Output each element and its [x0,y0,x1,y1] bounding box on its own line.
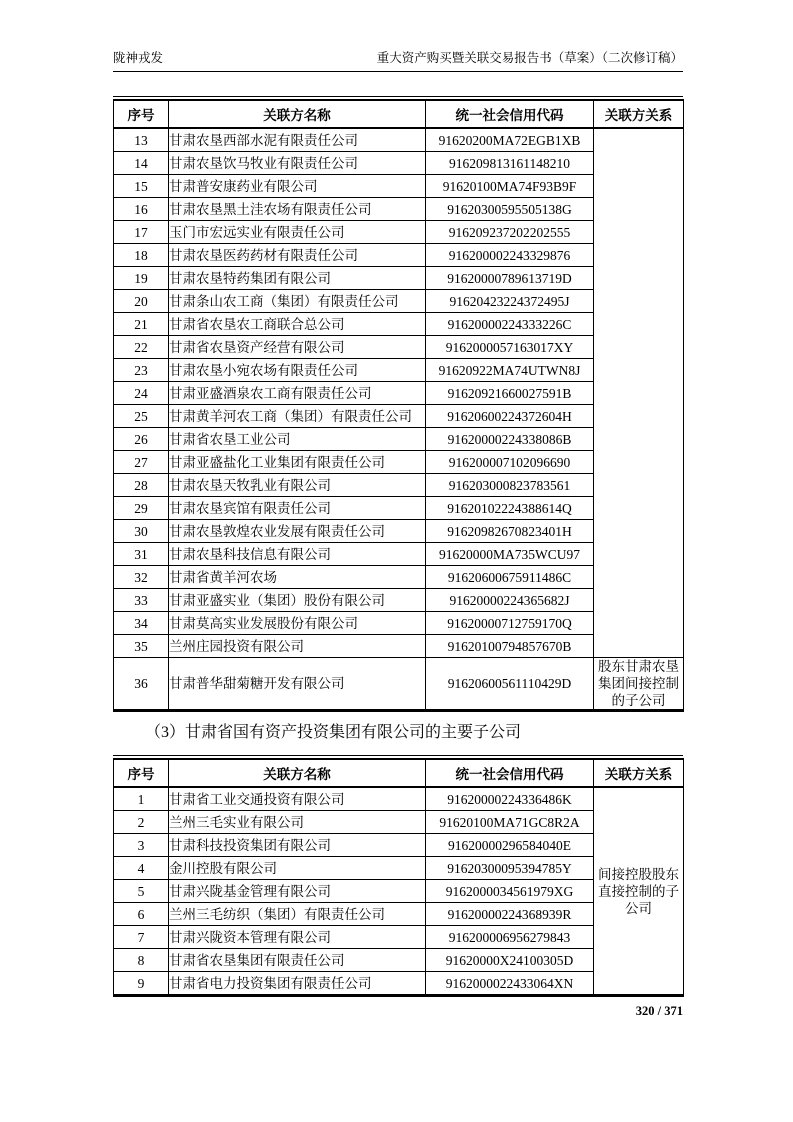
row-code-cell: 91620600224372604H [426,405,594,428]
related-parties-table-2-wrap [113,755,683,997]
row-code-cell: 91620300095394785Y [426,857,594,880]
running-header [113,50,683,72]
row-seq-cell: 35 [114,635,169,658]
table-row [114,658,684,711]
row-code-cell: 91620102224388614Q [426,497,594,520]
row-code-cell: 91620600561110429D [426,658,594,711]
row-code-cell: 91620921660027591B [426,382,594,405]
row-name-cell: 兰州庄园投资有限公司 [169,635,426,658]
row-code-cell: 91620000224365682J [426,589,594,612]
table-row [114,787,684,811]
table-header-row [114,100,684,128]
row-name-cell: 甘肃亚盛盐化工业集团有限责任公司 [169,451,426,474]
row-seq-cell: 16 [114,198,169,221]
row-code-cell: 91620000789613719D [426,267,594,290]
row-seq-cell: 23 [114,359,169,382]
row-name-cell: 甘肃农垦小宛农场有限责任公司 [169,359,426,382]
row-name-cell: 甘肃农垦宾馆有限责任公司 [169,497,426,520]
row-seq-cell: 9 [114,972,169,996]
row-name-cell: 甘肃亚盛酒泉农工商有限责任公司 [169,382,426,405]
row-seq-cell: 15 [114,175,169,198]
row-name-cell: 甘肃普华甜菊糖开发有限公司 [169,658,426,711]
section-heading: （3）甘肃省国有资产投资集团有限公司的主要子公司 [145,724,522,741]
column-header: 关联方名称 [169,100,426,128]
row-code-cell: 91620000712759170Q [426,612,594,635]
column-header: 关联方名称 [169,759,426,787]
row-code-cell: 916200007102096690 [426,451,594,474]
row-code-cell: 916200002243329876 [426,244,594,267]
row-code-cell: 91620922MA74UTWN8J [426,359,594,382]
row-seq-cell: 4 [114,857,169,880]
row-code-cell: 916200006956279843 [426,926,594,949]
row-code-cell: 91620000296584040E [426,834,594,857]
row-name-cell: 甘肃省农垦工业公司 [169,428,426,451]
row-name-cell: 甘肃农垦敦煌农业发展有限责任公司 [169,520,426,543]
table-header-row [114,759,684,787]
column-header: 统一社会信用代码 [426,100,594,128]
row-seq-cell: 30 [114,520,169,543]
row-name-cell: 玉门市宏远实业有限责任公司 [169,221,426,244]
row-seq-cell: 26 [114,428,169,451]
column-header: 统一社会信用代码 [426,759,594,787]
row-seq-cell: 2 [114,811,169,834]
row-code-cell: 91620100794857670B [426,635,594,658]
row-seq-cell: 3 [114,834,169,857]
row-name-cell: 甘肃普安康药业有限公司 [169,175,426,198]
row-name-cell: 甘肃条山农工商（集团）有限责任公司 [169,290,426,313]
row-code-cell: 91620000224333226C [426,313,594,336]
row-name-cell: 甘肃黄羊河农工商（集团）有限责任公司 [169,405,426,428]
row-code-cell: 91620300595505138G [426,198,594,221]
related-parties-table-1-wrap [113,96,683,712]
row-code-cell: 91620100MA74F93B9F [426,175,594,198]
row-seq-cell: 5 [114,880,169,903]
row-name-cell: 甘肃省工业交通投资有限公司 [169,787,426,811]
relationship-cell [594,128,684,658]
table-header-row [114,100,684,128]
row-code-cell: 91620100MA71GC8R2A [426,811,594,834]
row-seq-cell: 14 [114,152,169,175]
row-code-cell: 91620000MA735WCU97 [426,543,594,566]
row-name-cell: 甘肃农垦特药集团有限公司 [169,267,426,290]
row-code-cell: 9162000022433064XN [426,972,594,996]
row-code-cell: 91620982670823401H [426,520,594,543]
relationship-cell: 间接控股股东直接控制的子公司 [594,787,684,996]
row-name-cell: 甘肃省电力投资集团有限责任公司 [169,972,426,996]
row-name-cell: 甘肃亚盛实业（集团）股份有限公司 [169,589,426,612]
running-header-left: 陇神戎发 [113,51,164,65]
table-header-row [114,759,684,787]
row-seq-cell: 29 [114,497,169,520]
row-seq-cell: 8 [114,949,169,972]
column-header: 序号 [114,759,169,787]
row-seq-cell: 7 [114,926,169,949]
row-seq-cell: 27 [114,451,169,474]
row-name-cell: 兰州三毛纺织（集团）有限责任公司 [169,903,426,926]
row-code-cell: 91620000224338086B [426,428,594,451]
row-seq-cell: 24 [114,382,169,405]
row-name-cell: 甘肃农垦医药药材有限责任公司 [169,244,426,267]
column-header: 关联方关系 [594,100,684,128]
row-name-cell: 甘肃科技投资集团有限公司 [169,834,426,857]
related-parties-table-2 [113,758,684,997]
row-name-cell: 甘肃省农垦农工商联合总公司 [169,313,426,336]
row-seq-cell: 21 [114,313,169,336]
row-seq-cell: 32 [114,566,169,589]
row-seq-cell: 33 [114,589,169,612]
row-name-cell: 金川控股有限公司 [169,857,426,880]
row-code-cell: 9162000034561979XG [426,880,594,903]
row-code-cell: 9162000057163017XY [426,336,594,359]
row-seq-cell: 22 [114,336,169,359]
row-name-cell: 兰州三毛实业有限公司 [169,811,426,834]
row-name-cell: 甘肃省黄羊河农场 [169,566,426,589]
row-seq-cell: 6 [114,903,169,926]
row-code-cell: 91620200MA72EGB1XB [426,128,594,152]
related-parties-table-1 [113,99,684,712]
running-header-right: 重大资产购买暨关联交易报告书（草案）（二次修订稿） [376,51,683,65]
row-seq-cell: 28 [114,474,169,497]
row-code-cell: 91620423224372495J [426,290,594,313]
row-code-cell: 916209237202202555 [426,221,594,244]
row-seq-cell: 20 [114,290,169,313]
row-code-cell: 91620000X24100305D [426,949,594,972]
row-code-cell: 91620000224368939R [426,903,594,926]
row-code-cell: 91620000224336486K [426,787,594,811]
relationship-cell: 股东甘肃农垦集团间接控制的子公司 [594,658,684,711]
row-seq-cell: 17 [114,221,169,244]
row-name-cell: 甘肃省农垦资产经营有限公司 [169,336,426,359]
row-code-cell: 91620600675911486C [426,566,594,589]
column-header: 序号 [114,100,169,128]
row-name-cell: 甘肃农垦科技信息有限公司 [169,543,426,566]
row-seq-cell: 1 [114,787,169,811]
row-code-cell: 916203000823783561 [426,474,594,497]
row-name-cell: 甘肃省农垦集团有限责任公司 [169,949,426,972]
row-seq-cell: 31 [114,543,169,566]
row-name-cell: 甘肃农垦饮马牧业有限责任公司 [169,152,426,175]
column-header: 关联方关系 [594,759,684,787]
row-name-cell: 甘肃农垦天牧乳业有限公司 [169,474,426,497]
row-seq-cell: 34 [114,612,169,635]
row-code-cell: 916209813161148210 [426,152,594,175]
row-name-cell: 甘肃农垦黑土洼农场有限责任公司 [169,198,426,221]
row-name-cell: 甘肃兴陇基金管理有限公司 [169,880,426,903]
row-name-cell: 甘肃莫高实业发展股份有限公司 [169,612,426,635]
row-seq-cell: 13 [114,128,169,152]
row-seq-cell: 36 [114,658,169,711]
row-name-cell: 甘肃兴陇资本管理有限公司 [169,926,426,949]
page-number: 320 / 371 [635,1004,683,1018]
row-seq-cell: 18 [114,244,169,267]
row-name-cell: 甘肃农垦西部水泥有限责任公司 [169,128,426,152]
row-seq-cell: 19 [114,267,169,290]
table-row [114,128,684,152]
row-seq-cell: 25 [114,405,169,428]
